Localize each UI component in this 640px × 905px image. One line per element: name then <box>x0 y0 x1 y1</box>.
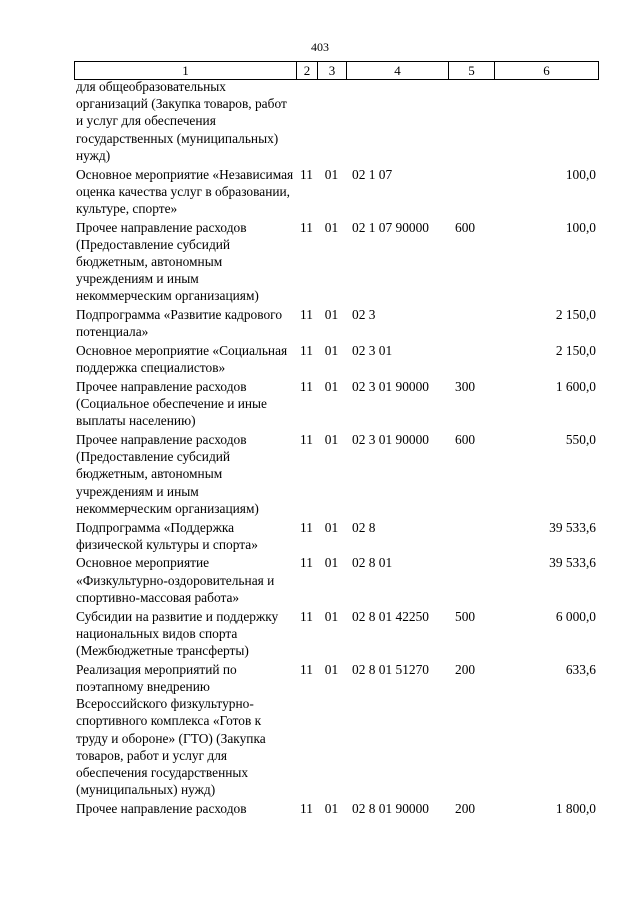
row-subsection: 01 <box>324 378 339 394</box>
row-name: Прочее направление расходов (Предоставление субсидий бюджетным, автономным учреждениям и иным некоммерческим организациям) <box>76 432 259 516</box>
row-section: 11 <box>300 432 313 448</box>
row-expense-type <box>448 78 494 164</box>
row-subsection: 01 <box>324 432 339 448</box>
row-name: Основное мероприятие «Социальная поддержка специалистов» <box>76 343 288 376</box>
table-row <box>74 78 598 164</box>
row-amount: 1 800,0 <box>555 800 596 816</box>
row-amount <box>494 78 598 164</box>
row-section: 11 <box>300 555 313 571</box>
row-subsection: 01 <box>324 219 339 235</box>
row-section <box>296 78 317 164</box>
row-subsection: 01 <box>324 661 339 677</box>
row-section: 11 <box>300 800 313 816</box>
table-row <box>74 306 598 340</box>
row-subsection: 01 <box>324 608 339 624</box>
table-row <box>74 608 598 660</box>
header-col-4: 4 <box>347 62 449 80</box>
row-target-code: 02 8 01 90000 <box>352 800 429 816</box>
row-target-code: 02 3 01 <box>352 343 393 359</box>
header-col-6: 6 <box>495 62 599 80</box>
table-row <box>74 166 598 218</box>
row-amount: 2 150,0 <box>555 343 596 359</box>
table-row <box>74 554 598 606</box>
row-subsection: 01 <box>324 307 339 323</box>
row-section: 11 <box>300 661 313 677</box>
row-expense-type: 600 <box>455 432 476 448</box>
row-expense-type <box>448 554 494 606</box>
row-section: 11 <box>300 307 313 323</box>
row-target-code: 02 8 01 <box>352 555 393 571</box>
row-name: Прочее направление расходов (Предоставление субсидий бюджетным, автономным учреждениям и иным некоммерческим организациям) <box>76 219 259 304</box>
table-row <box>74 219 598 305</box>
row-target-code: 02 3 <box>352 307 376 323</box>
row-expense-type: 500 <box>455 608 476 624</box>
row-subsection: 01 <box>324 343 339 359</box>
table-row <box>74 519 598 553</box>
row-name: Основное мероприятие «Физкультурно-оздоровительная и спортивно-массовая работа» <box>76 555 275 605</box>
table-row <box>74 661 598 799</box>
header-col-1: 1 <box>75 62 297 80</box>
row-amount: 2 150,0 <box>555 307 596 323</box>
row-amount: 100,0 <box>565 219 596 235</box>
row-subsection: 01 <box>324 555 339 571</box>
header-col-2: 2 <box>297 62 318 80</box>
row-expense-type <box>448 342 494 376</box>
row-expense-type: 200 <box>455 800 476 816</box>
table-row <box>74 378 598 430</box>
row-section: 11 <box>300 378 313 394</box>
table-row <box>74 800 598 817</box>
row-name: Основное мероприятие «Независимая оценка качества услуг в образовании, культуре, спорте» <box>76 166 294 216</box>
row-expense-type: 300 <box>455 378 476 394</box>
row-target-code: 02 3 01 90000 <box>352 432 429 448</box>
row-amount: 1 600,0 <box>555 378 596 394</box>
row-section: 11 <box>300 166 313 182</box>
row-target-code <box>346 78 448 164</box>
row-section: 11 <box>300 219 313 235</box>
row-section: 11 <box>300 608 313 624</box>
row-amount: 39 533,6 <box>549 519 596 535</box>
page-number: 403 <box>311 40 329 54</box>
header-col-5: 5 <box>449 62 495 80</box>
row-amount: 633,6 <box>565 661 596 677</box>
row-expense-type <box>448 166 494 218</box>
row-target-code: 02 1 07 90000 <box>352 219 429 235</box>
row-name: Подпрограмма «Развитие кадрового потенциала» <box>76 307 283 340</box>
row-name: Подпрограмма «Поддержка физической культуры и спорта» <box>76 519 258 552</box>
table-body <box>74 78 598 819</box>
row-subsection: 01 <box>324 166 339 182</box>
row-expense-type: 600 <box>455 219 476 235</box>
row-name: Субсидии на развитие и поддержку национальных видов спорта (Межбюджетные трансферты) <box>76 608 279 658</box>
row-amount: 6 000,0 <box>555 608 596 624</box>
row-amount: 39 533,6 <box>549 555 596 571</box>
row-amount: 100,0 <box>565 166 596 182</box>
row-subsection: 01 <box>324 800 339 816</box>
row-amount: 550,0 <box>565 432 596 448</box>
row-target-code: 02 1 07 <box>352 166 393 182</box>
row-target-code: 02 8 01 51270 <box>352 661 429 677</box>
row-target-code: 02 8 <box>352 519 376 535</box>
header-col-3: 3 <box>318 62 347 80</box>
row-name: Реализация мероприятий по поэтапному внедрению Всероссийского физкультурно-спортивного комплекса «Готов к труду и обороне» (ГТО) (Закупка товаров, работ и услуг для обеспечения государственных (муниципальных) нужд) <box>76 661 266 798</box>
row-target-code: 02 3 01 90000 <box>352 378 429 394</box>
row-subsection <box>317 78 346 164</box>
row-section: 11 <box>300 519 313 535</box>
row-expense-type: 200 <box>455 661 476 677</box>
row-name: для общеобразовательных организаций (Закупка товаров, работ и услуг для обеспечения государственных (муниципальных) нужд) <box>76 79 287 163</box>
row-expense-type <box>448 519 494 553</box>
row-subsection: 01 <box>324 519 339 535</box>
row-name: Прочее направление расходов <box>76 800 247 816</box>
row-name: Прочее направление расходов (Социальное обеспечение и иные выплаты населению) <box>76 378 267 429</box>
row-section: 11 <box>300 343 313 359</box>
table-row <box>74 342 598 376</box>
table-row <box>74 431 598 517</box>
row-expense-type <box>448 306 494 340</box>
row-target-code: 02 8 01 42250 <box>352 608 429 624</box>
